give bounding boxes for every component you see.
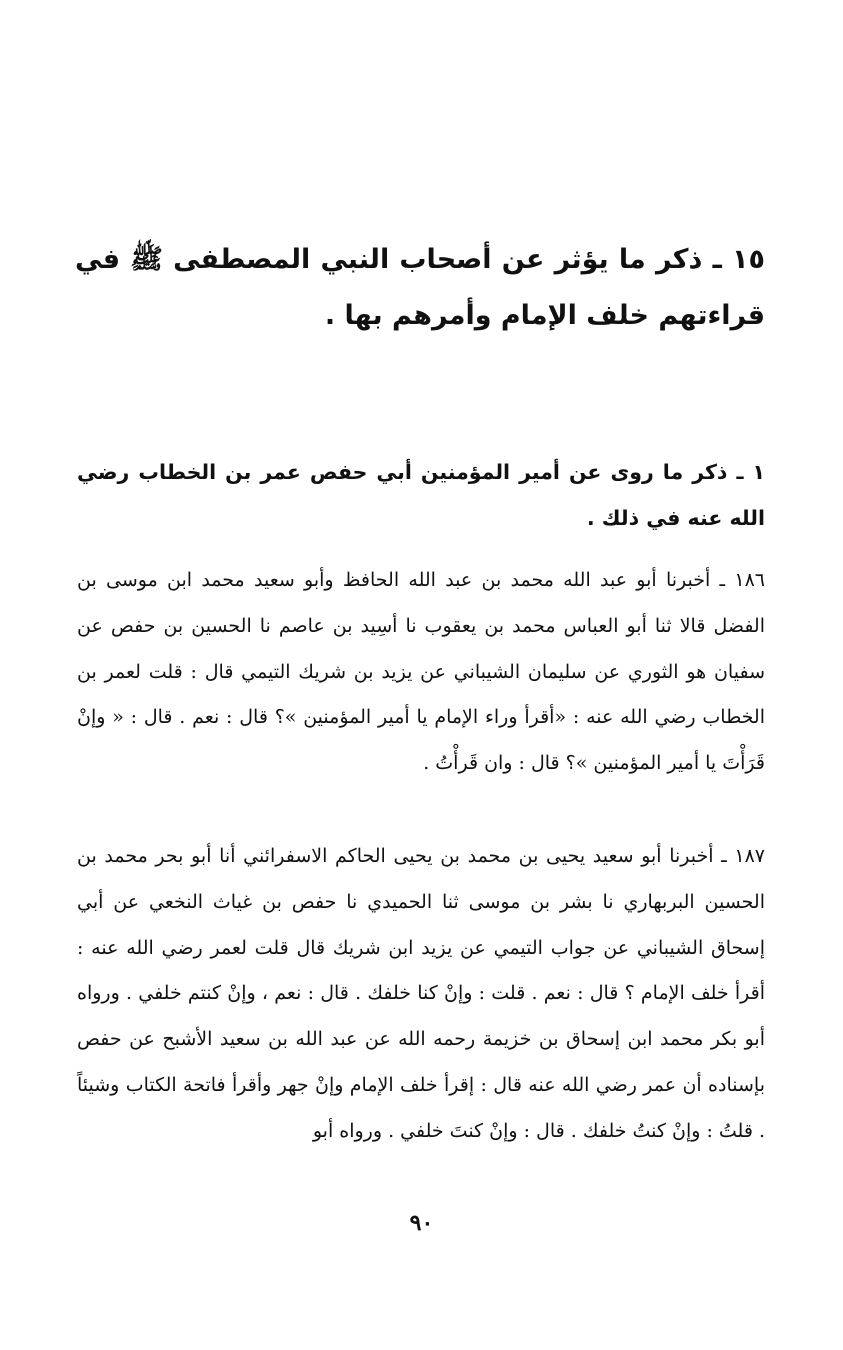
page-number: ٩٠ xyxy=(409,1210,434,1236)
hadith-paragraph-186: ١٨٦ ـ أخبرنا أبو عبد الله محمد بن عبد الله الحافظ وأبو سعيد محمد ابن موسى بن الفضل قالا ثنا أبو العباس محمد بن يعقوب نا أسِيد بن عاصم نا الحسين بن حفص عن سفيان هو الثوري عن سليمان الشيباني عن يزيد بن شريك التيمي قال : قلت لعمر بن الخطاب رضي الله عنه : «أقرأ وراء الإمام يا أمير المؤمنين »؟ قال : نعم . قال : « وإنْ قَرَأْتَ يا أمير المؤمنين »؟ قال : وان قَرأْتُ . xyxy=(77,569,765,775)
section-heading: ١ ـ ذكر ما روى عن أمير المؤمنين أبي حفص عمر بن الخطاب رضي الله عنه في ذلك . xyxy=(77,460,765,530)
chapter-heading: ١٥ ـ ذكر ما يؤثر عن أصحاب النبي المصطفى ﷺ في قراءتهم خلف الإمام وأمرهم بها . xyxy=(75,244,765,331)
hadith-paragraph-187: ١٨٧ ـ أخبرنا أبو سعيد يحيى بن محمد بن يحيى الحاكم الاسفرائني أنا أبو بحر محمد بن الحسين البربهاري نا بشر بن موسى ثنا الحميدي نا حفص بن غياث النخعي عن أبي إسحاق الشيباني عن جواب التيمي عن يزيد ابن شريك قال قلت لعمر رضي الله عنه : أقرأ خلف الإمام ؟ قال : نعم . قلت : وإنْ كنا خلفك . قال : نعم ، وإنْ كنتم خلفي . ورواه أبو بكر محمد ابن إسحاق بن خزيمة رحمه الله عن عبد الله بن سعيد الأشبح عن حفص بإسناده أن عمر رضي الله عنه قال : إقرأ خلف الإمام وإنْ جهر وأقرأ فاتحة الكتاب وشيئاً . قلتُ : وإنْ كنتُ خلفك . قال : وإنْ كنتَ خلفي . ورواه أبو xyxy=(77,845,765,1142)
